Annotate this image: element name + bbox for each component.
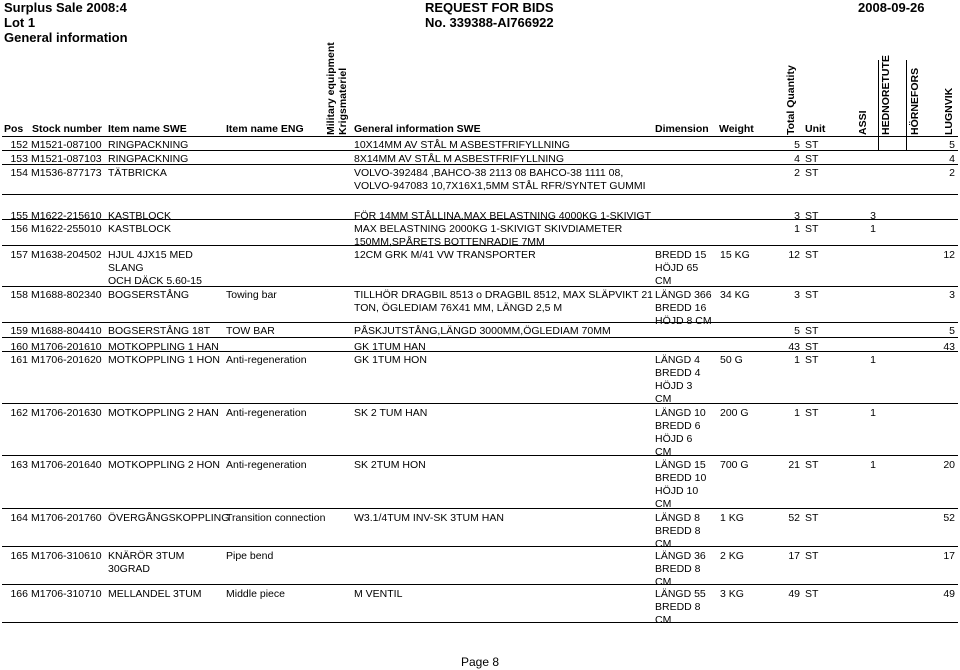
cell-dim: BREDD 15 HÖJD 65 CM <box>655 249 707 287</box>
cell-lug: 5 <box>949 325 955 337</box>
cell-qty: 5 <box>794 139 800 151</box>
cell-qty: 1 <box>794 407 800 419</box>
cell-pos: 159 <box>10 325 28 337</box>
cell-info: PÅSKJUTSTÅNG,LÄNGD 3000MM,ÖGLEDIAM 70MM <box>354 325 611 337</box>
column-divider <box>906 60 907 150</box>
cell-lug: 5 <box>949 139 955 151</box>
column-divider <box>878 60 879 150</box>
col-dimension: Dimension <box>655 123 709 135</box>
cell-weight: 1 KG <box>720 512 744 524</box>
col-general-info: General information SWE <box>354 123 481 135</box>
cell-assi: 1 <box>870 223 876 235</box>
col-lugnvik: LUGNVIK <box>943 87 955 135</box>
cell-qty: 17 <box>788 550 800 562</box>
cell-unit: ST <box>805 249 819 261</box>
cell-info: M VENTIL <box>354 588 403 600</box>
cell-info: VOLVO-392484 ,BAHCO-38 2113 08 BAHCO-38 1111 08, VOLVO-947083 10,7X16X1,5MM STÅL RFR/SYNTET GUMMI <box>354 167 646 192</box>
cell-qty: 1 <box>794 354 800 366</box>
cell-swe: MOTKOPPLING 2 HAN <box>108 407 219 419</box>
cell-info: MAX BELASTNING 2000KG 1-SKIVIGT SKIVDIAMETER 150MM,SPÅRETS BOTTENRADIE 7MM <box>354 223 623 248</box>
cell-weight: 3 KG <box>720 588 744 600</box>
cell-weight: 700 G <box>720 459 749 471</box>
cell-dim: LÄNGD 36 BREDD 8 CM <box>655 550 706 588</box>
col-unit: Unit <box>805 123 826 135</box>
cell-info: GK 1TUM HAN <box>354 341 426 353</box>
col-krigsmateriel: Krigsmateriel <box>337 67 349 135</box>
cell-stock: M1688-804410 <box>31 325 102 337</box>
cell-swe: KASTBLOCK <box>108 223 172 235</box>
cell-unit: ST <box>805 325 819 337</box>
cell-unit: ST <box>805 550 819 562</box>
col-hornefors: HÖRNEFORS <box>909 67 921 135</box>
cell-stock: M1706-310610 <box>31 550 102 562</box>
cell-lug: 2 <box>949 167 955 179</box>
cell-qty: 43 <box>788 341 800 353</box>
cell-lug: 17 <box>943 550 955 562</box>
document-date: 2008-09-26 <box>858 0 925 15</box>
cell-lug: 43 <box>943 341 955 353</box>
cell-stock: M1536-877173 <box>31 167 102 179</box>
cell-pos: 154 <box>10 167 28 179</box>
cell-unit: ST <box>805 153 819 165</box>
cell-weight: 200 G <box>720 407 749 419</box>
cell-stock: M1706-201610 <box>31 341 102 353</box>
cell-lug: 52 <box>943 512 955 524</box>
col-item-name-swe: Item name SWE <box>108 123 187 135</box>
cell-swe: MELLANDEL 3TUM <box>108 588 202 600</box>
cell-unit: ST <box>805 354 819 366</box>
cell-dim: LÄNGD 10 BREDD 6 HÖJD 6 CM <box>655 407 706 458</box>
cell-unit: ST <box>805 588 819 600</box>
cell-swe: HJUL 4JX15 MED SLANG OCH DÄCK 5.60-15 <box>108 249 202 287</box>
cell-eng: Transition connection <box>226 512 326 524</box>
cell-lug: 3 <box>949 289 955 301</box>
cell-pos: 166 <box>10 588 28 600</box>
col-military-equipment: Military equipment <box>325 42 337 135</box>
cell-swe: MOTKOPPLING 1 HAN <box>108 341 219 353</box>
cell-lug: 49 <box>943 588 955 600</box>
cell-pos: 162 <box>10 407 28 419</box>
cell-qty: 4 <box>794 153 800 165</box>
cell-stock: M1688-802340 <box>31 289 102 301</box>
cell-pos: 158 <box>10 289 28 301</box>
cell-info: SK 2TUM HON <box>354 459 426 471</box>
cell-qty: 1 <box>794 223 800 235</box>
cell-unit: ST <box>805 223 819 235</box>
cell-info: 8X14MM AV STÅL M ASBESTFRIFYLLNING <box>354 153 565 165</box>
cell-eng: Anti-regeneration <box>226 459 307 471</box>
cell-lug: 12 <box>943 249 955 261</box>
row-rule <box>2 546 958 547</box>
col-hednoretute: HEDNORETUTE <box>880 55 892 135</box>
row-rule <box>2 403 958 404</box>
page-number: Page 8 <box>460 655 500 669</box>
cell-qty: 49 <box>788 588 800 600</box>
cell-qty: 5 <box>794 325 800 337</box>
cell-swe: ÖVERGÅNGSKOPPLING <box>108 512 230 524</box>
cell-stock: M1706-201620 <box>31 354 102 366</box>
cell-dim: LÄNGD 366 BREDD 16 HÖJD 8 CM <box>655 289 712 327</box>
cell-unit: ST <box>805 167 819 179</box>
col-pos: Pos <box>4 123 24 135</box>
cell-pos: 156 <box>10 223 28 235</box>
cell-swe: MOTKOPPLING 1 HON <box>108 354 221 366</box>
cell-stock: M1638-204502 <box>31 249 102 261</box>
row-rule <box>2 194 958 195</box>
cell-unit: ST <box>805 512 819 524</box>
row-rule <box>2 508 958 509</box>
row-rule <box>2 322 958 323</box>
cell-pos: 152 <box>10 139 28 151</box>
col-assi: ASSI <box>857 110 869 135</box>
cell-unit: ST <box>805 210 819 222</box>
cell-info: SK 2 TUM HAN <box>354 407 428 419</box>
cell-qty: 12 <box>788 249 800 261</box>
cell-dim: LÄNGD 15 BREDD 10 HÖJD 10 CM <box>655 459 707 510</box>
cell-swe: KNÄRÖR 3TUM 30GRAD <box>108 550 185 575</box>
cell-stock: M1521-087103 <box>31 153 102 165</box>
cell-swe: KASTBLOCK <box>108 210 172 222</box>
cell-swe: RINGPACKNING <box>108 139 189 151</box>
cell-stock: M1706-201640 <box>31 459 102 471</box>
lot-label: Lot 1 <box>4 15 36 30</box>
row-rule <box>2 622 958 623</box>
cell-qty: 3 <box>794 210 800 222</box>
cell-assi: 1 <box>870 459 876 471</box>
col-item-name-eng: Item name ENG <box>226 123 304 135</box>
cell-dim: LÄNGD 8 BREDD 8 CM <box>655 512 701 550</box>
cell-swe: MOTKOPPLING 2 HON <box>108 459 221 471</box>
cell-qty: 52 <box>788 512 800 524</box>
cell-assi: 1 <box>870 354 876 366</box>
cell-info: W3.1/4TUM INV-SK 3TUM HAN <box>354 512 504 524</box>
cell-pos: 157 <box>10 249 28 261</box>
cell-unit: ST <box>805 407 819 419</box>
document-title: REQUEST FOR BIDS <box>425 0 554 15</box>
cell-assi: 3 <box>870 210 876 222</box>
cell-eng: Pipe bend <box>226 550 274 562</box>
cell-weight: 34 KG <box>720 289 750 301</box>
cell-stock: M1622-215610 <box>31 210 102 222</box>
cell-eng: Anti-regeneration <box>226 407 307 419</box>
cell-assi: 1 <box>870 407 876 419</box>
cell-pos: 161 <box>10 354 28 366</box>
cell-lug: 20 <box>943 459 955 471</box>
cell-unit: ST <box>805 139 819 151</box>
row-rule <box>2 584 958 585</box>
document-number: No. 339388-AI766922 <box>425 15 554 30</box>
cell-swe: BOGSERSTÅNG <box>108 289 190 301</box>
header-rule <box>2 136 958 137</box>
cell-unit: ST <box>805 341 819 353</box>
cell-eng: Middle piece <box>226 588 285 600</box>
cell-stock: M1622-255010 <box>31 223 102 235</box>
col-total-quantity: Total Quantity <box>785 65 797 135</box>
cell-weight: 50 G <box>720 354 743 366</box>
col-stock-number: Stock number <box>32 123 103 135</box>
cell-unit: ST <box>805 289 819 301</box>
cell-eng: Anti-regeneration <box>226 354 307 366</box>
cell-swe: TÄTBRICKA <box>108 167 167 179</box>
row-rule <box>2 455 958 456</box>
cell-info: TILLHÖR DRAGBIL 8513 o DRAGBIL 8512, MAX SLÄPVIKT 21 TON, ÖGLEDIAM 76X41 MM, LÄNGD 2,5 M <box>354 289 653 314</box>
cell-info: 10X14MM AV STÅL M ASBESTFRIFYLLNING <box>354 139 570 151</box>
cell-swe: BOGSERSTÅNG 18T <box>108 325 211 337</box>
cell-dim: LÄNGD 4 BREDD 4 HÖJD 3 CM <box>655 354 701 405</box>
cell-weight: 2 KG <box>720 550 744 562</box>
cell-lug: 4 <box>949 153 955 165</box>
section-label: General information <box>4 30 128 45</box>
cell-pos: 155 <box>10 210 28 222</box>
cell-info: GK 1TUM HON <box>354 354 427 366</box>
cell-qty: 2 <box>794 167 800 179</box>
cell-pos: 163 <box>10 459 28 471</box>
col-weight: Weight <box>719 123 754 135</box>
cell-eng: TOW BAR <box>226 325 275 337</box>
cell-eng: Towing bar <box>226 289 277 301</box>
cell-info: FÖR 14MM STÅLLINA,MAX BELASTNING 4000KG 1-SKIVIGT <box>354 210 652 222</box>
cell-pos: 153 <box>10 153 28 165</box>
cell-qty: 21 <box>788 459 800 471</box>
cell-stock: M1706-201630 <box>31 407 102 419</box>
cell-qty: 3 <box>794 289 800 301</box>
cell-pos: 160 <box>10 341 28 353</box>
cell-unit: ST <box>805 459 819 471</box>
cell-weight: 15 KG <box>720 249 750 261</box>
cell-dim: LÄNGD 55 BREDD 8 CM <box>655 588 706 626</box>
cell-stock: M1706-201760 <box>31 512 102 524</box>
cell-pos: 164 <box>10 512 28 524</box>
cell-stock: M1706-310710 <box>31 588 102 600</box>
cell-info: 12CM GRK M/41 VW TRANSPORTER <box>354 249 536 261</box>
cell-pos: 165 <box>10 550 28 562</box>
cell-stock: M1521-087100 <box>31 139 102 151</box>
sale-title: Surplus Sale 2008:4 <box>4 0 127 15</box>
cell-swe: RINGPACKNING <box>108 153 189 165</box>
